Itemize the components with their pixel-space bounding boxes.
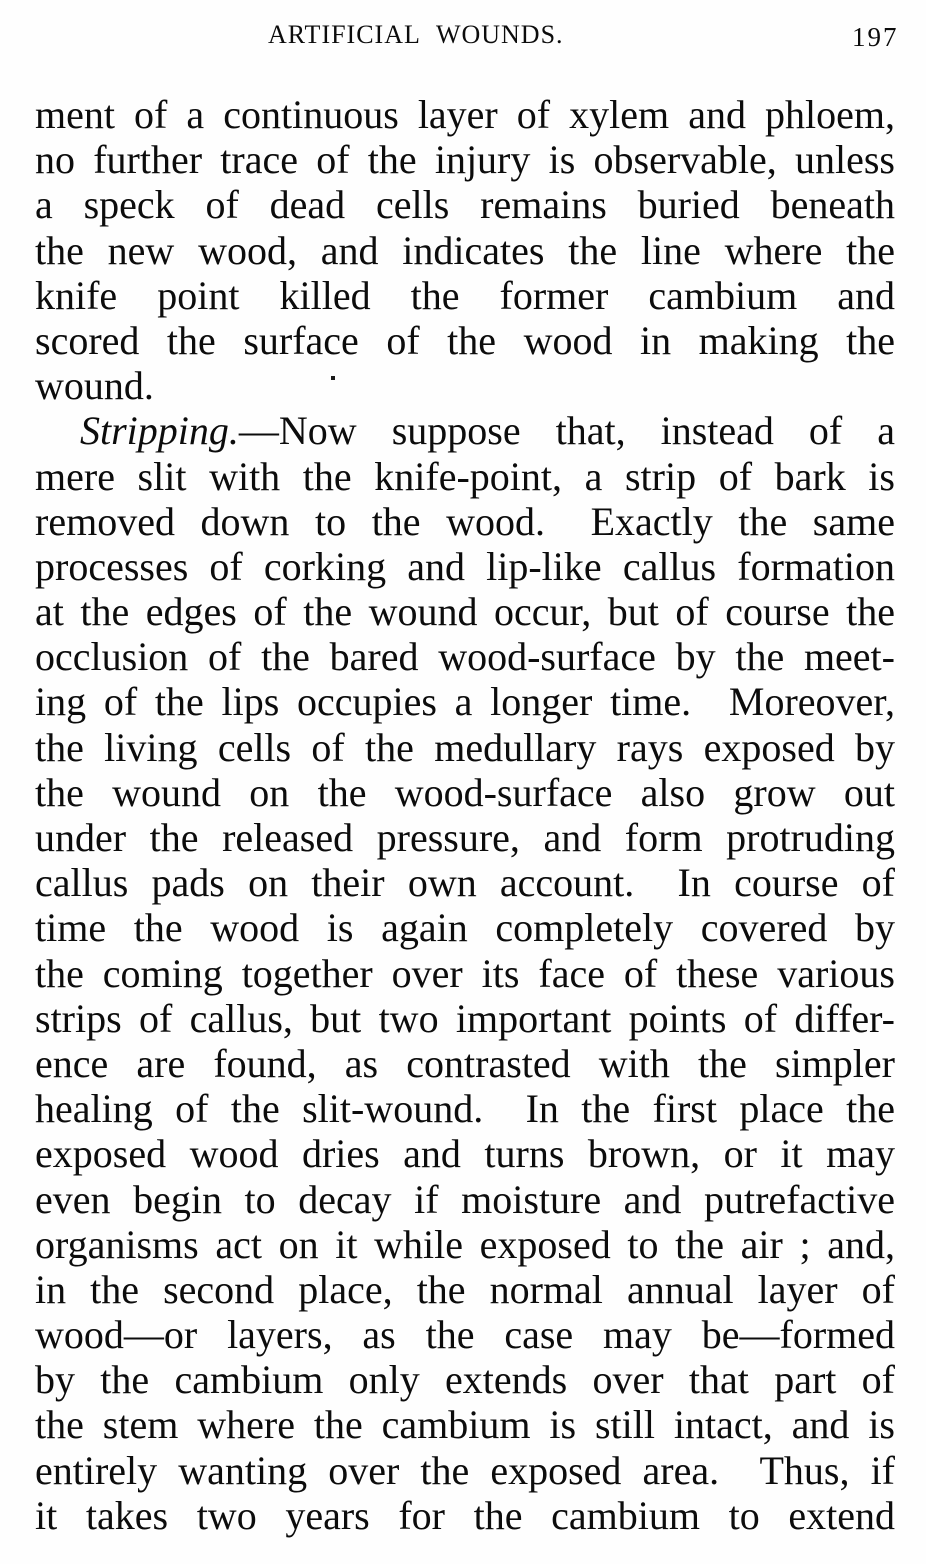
text-segment: occlusion of the bared wood-surface by the meet-	[35, 634, 895, 680]
text-segment: strips of callus, but two important points of differ-	[35, 995, 895, 1041]
text-line	[35, 1357, 895, 1402]
text-line	[35, 454, 895, 499]
text-segment: the stem where the cambium is still intact, and is	[35, 1402, 895, 1448]
text-segment: by the cambium only extends over that part of	[35, 1357, 895, 1403]
text-line	[35, 499, 895, 544]
text-segment: ment of a continuous layer of xylem and phloem,	[35, 92, 895, 137]
text-segment: —Now suppose that, instead of a	[238, 408, 895, 454]
text-line	[35, 1131, 895, 1176]
text-line	[35, 679, 895, 724]
text-line	[35, 996, 895, 1041]
text-line	[35, 228, 895, 273]
text-segment: the coming together over its face of these various	[35, 950, 895, 996]
text-segment: wood—or layers, as the case may be—formed	[35, 1312, 895, 1358]
text-line	[35, 634, 895, 679]
text-line	[35, 1402, 895, 1447]
text-line	[35, 1177, 895, 1222]
text-segment: under the released pressure, and form protruding	[35, 815, 895, 860]
text-line	[35, 1041, 895, 1086]
text-segment: ing of the lips occupies a longer time. Moreover,	[35, 679, 895, 725]
text-segment: at the edges of the wound occur, but of course the	[35, 589, 895, 635]
text-line	[35, 137, 895, 182]
text-line	[35, 815, 895, 860]
text-segment: even begin to decay if moisture and putrefactive	[35, 1176, 895, 1222]
text-line	[35, 860, 895, 905]
text-segment: healing of the slit-wound. In the first place the	[35, 1086, 895, 1132]
text-segment: processes of corking and lip-like callus formation	[35, 543, 895, 589]
text-segment: mere slit with the knife-point, a strip of bark is	[35, 453, 895, 499]
text-segment: the living cells of the medullary rays exposed by	[35, 724, 895, 770]
text-line	[35, 363, 895, 408]
text-segment: wound.	[35, 363, 154, 409]
text-segment: scored the surface of the wood in making the	[35, 317, 895, 363]
text-line	[35, 1493, 895, 1538]
text-line	[35, 1448, 895, 1493]
text-line	[35, 770, 895, 815]
text-line	[35, 544, 895, 589]
text-segment: removed down to the wood. Exactly the same	[35, 498, 895, 544]
text-line	[35, 1312, 895, 1357]
text-segment: no further trace of the injury is observable, unless	[35, 137, 895, 183]
text-segment: time the wood is again completely covered by	[35, 905, 895, 951]
text-line	[35, 273, 895, 318]
text-segment: the wound on the wood-surface also grow out	[35, 769, 895, 815]
text-segment: the new wood, and indicates the line where the	[35, 227, 895, 273]
text-line	[35, 182, 895, 227]
text-segment: organisms act on it while exposed to the air ; and,	[35, 1221, 895, 1267]
text-line	[35, 408, 895, 453]
text-segment: entirely wanting over the exposed area. Thus, if	[35, 1447, 895, 1493]
text-line	[35, 1086, 895, 1131]
text-segment: it takes two years for the cambium to extend	[35, 1492, 895, 1538]
text-line	[35, 92, 895, 137]
text-line	[35, 725, 895, 770]
text-line	[35, 589, 895, 634]
page-header-title: ARTIFICIAL WOUNDS.	[268, 20, 564, 49]
text-line	[35, 318, 895, 363]
text-segment: Stripping.	[80, 408, 239, 454]
running-header	[0, 20, 926, 62]
text-segment: a speck of dead cells remains buried beneath	[35, 182, 895, 228]
page-number: 197	[852, 22, 899, 52]
text-segment: exposed wood dries and turns brown, or it may	[35, 1131, 895, 1177]
text-line	[35, 905, 895, 950]
text-segment: in the second place, the normal annual layer of	[35, 1266, 895, 1312]
ink-speck-dot	[331, 376, 335, 380]
text-block	[35, 92, 895, 1538]
text-line	[35, 1267, 895, 1312]
text-segment: knife point killed the former cambium and	[35, 272, 895, 318]
text-segment: callus pads on their own account. In course of	[35, 860, 895, 906]
text-segment: ence are found, as contrasted with the simpler	[35, 1040, 895, 1086]
text-line	[35, 1222, 895, 1267]
text-line	[35, 951, 895, 996]
